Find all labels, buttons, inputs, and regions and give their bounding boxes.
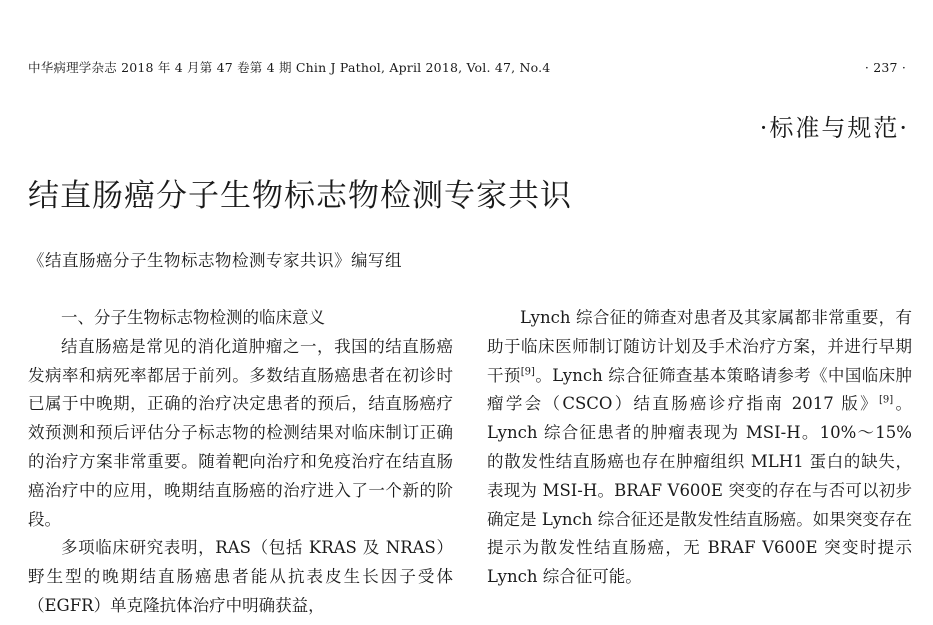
journal-citation: 中华病理学杂志 2018 年 4 月第 47 卷第 4 期 Chin J Pathol, April 2018, Vol. 47, No.4	[28, 60, 551, 75]
author-group: 《结直肠癌分子生物标志物检测专家共识》编写组	[28, 251, 402, 270]
article-title: 结直肠癌分子生物标志物检测专家共识	[28, 178, 572, 214]
paragraph	[487, 304, 912, 592]
paragraph: 结直肠癌是常见的消化道肿瘤之一，我国的结直肠癌发病率和病死率都居于前列。多数结直肠癌患者在初诊时已属于中晚期，正确的治疗决定患者的预后，结直肠癌疗效预测和预后评估分子标志物的检测结果对临床制订正确的治疗方案非常重要。随着靶向治疗和免疫治疗在结直肠癌治疗中的应用，晚期结直肠癌的治疗进入了一个新的阶段。	[28, 336, 453, 529]
left-column	[28, 304, 453, 621]
page-number: · 237 ·	[864, 60, 906, 75]
citation-ref: [9]	[520, 366, 535, 378]
text-run: 。Lynch 综合征患者的肿瘤表现为 MSI-H。10%～15% 的散发性结直肠癌也存在肿瘤组织 MLH1 蛋白的缺失，表现为 MSI-H。BRAF V600E 突变的存在与否可以初步确定是 Lynch 综合征还是散发性结直肠癌。如果突变存在提示为散发性结直肠癌，无 BRAF V600E 突变时提示 Lynch 综合征可能。	[487, 394, 913, 587]
right-column	[487, 304, 912, 592]
citation-ref: [9]	[879, 394, 894, 406]
text-run: Lynch 综合征的筛查对患者及其家属都非常重要，有助于临床医师制订随访计划及手术治疗方案，并进行早期干预	[487, 308, 912, 385]
paragraph: 多项临床研究表明，RAS（包括 KRAS 及 NRAS）野生型的晚期结直肠癌患者能从抗表皮生长因子受体（EGFR）单克隆抗体治疗中明确获益，	[28, 538, 453, 615]
section-heading: 一、分子生物标志物检测的临床意义	[61, 308, 325, 327]
text-run: 。Lynch 综合征筛查基本策略请参考《中国临床肿瘤学会（CSCO）结直肠癌诊疗指南 2017 版》	[487, 365, 912, 414]
section-tag: ·标准与规范·	[759, 114, 909, 142]
running-header	[28, 60, 906, 76]
